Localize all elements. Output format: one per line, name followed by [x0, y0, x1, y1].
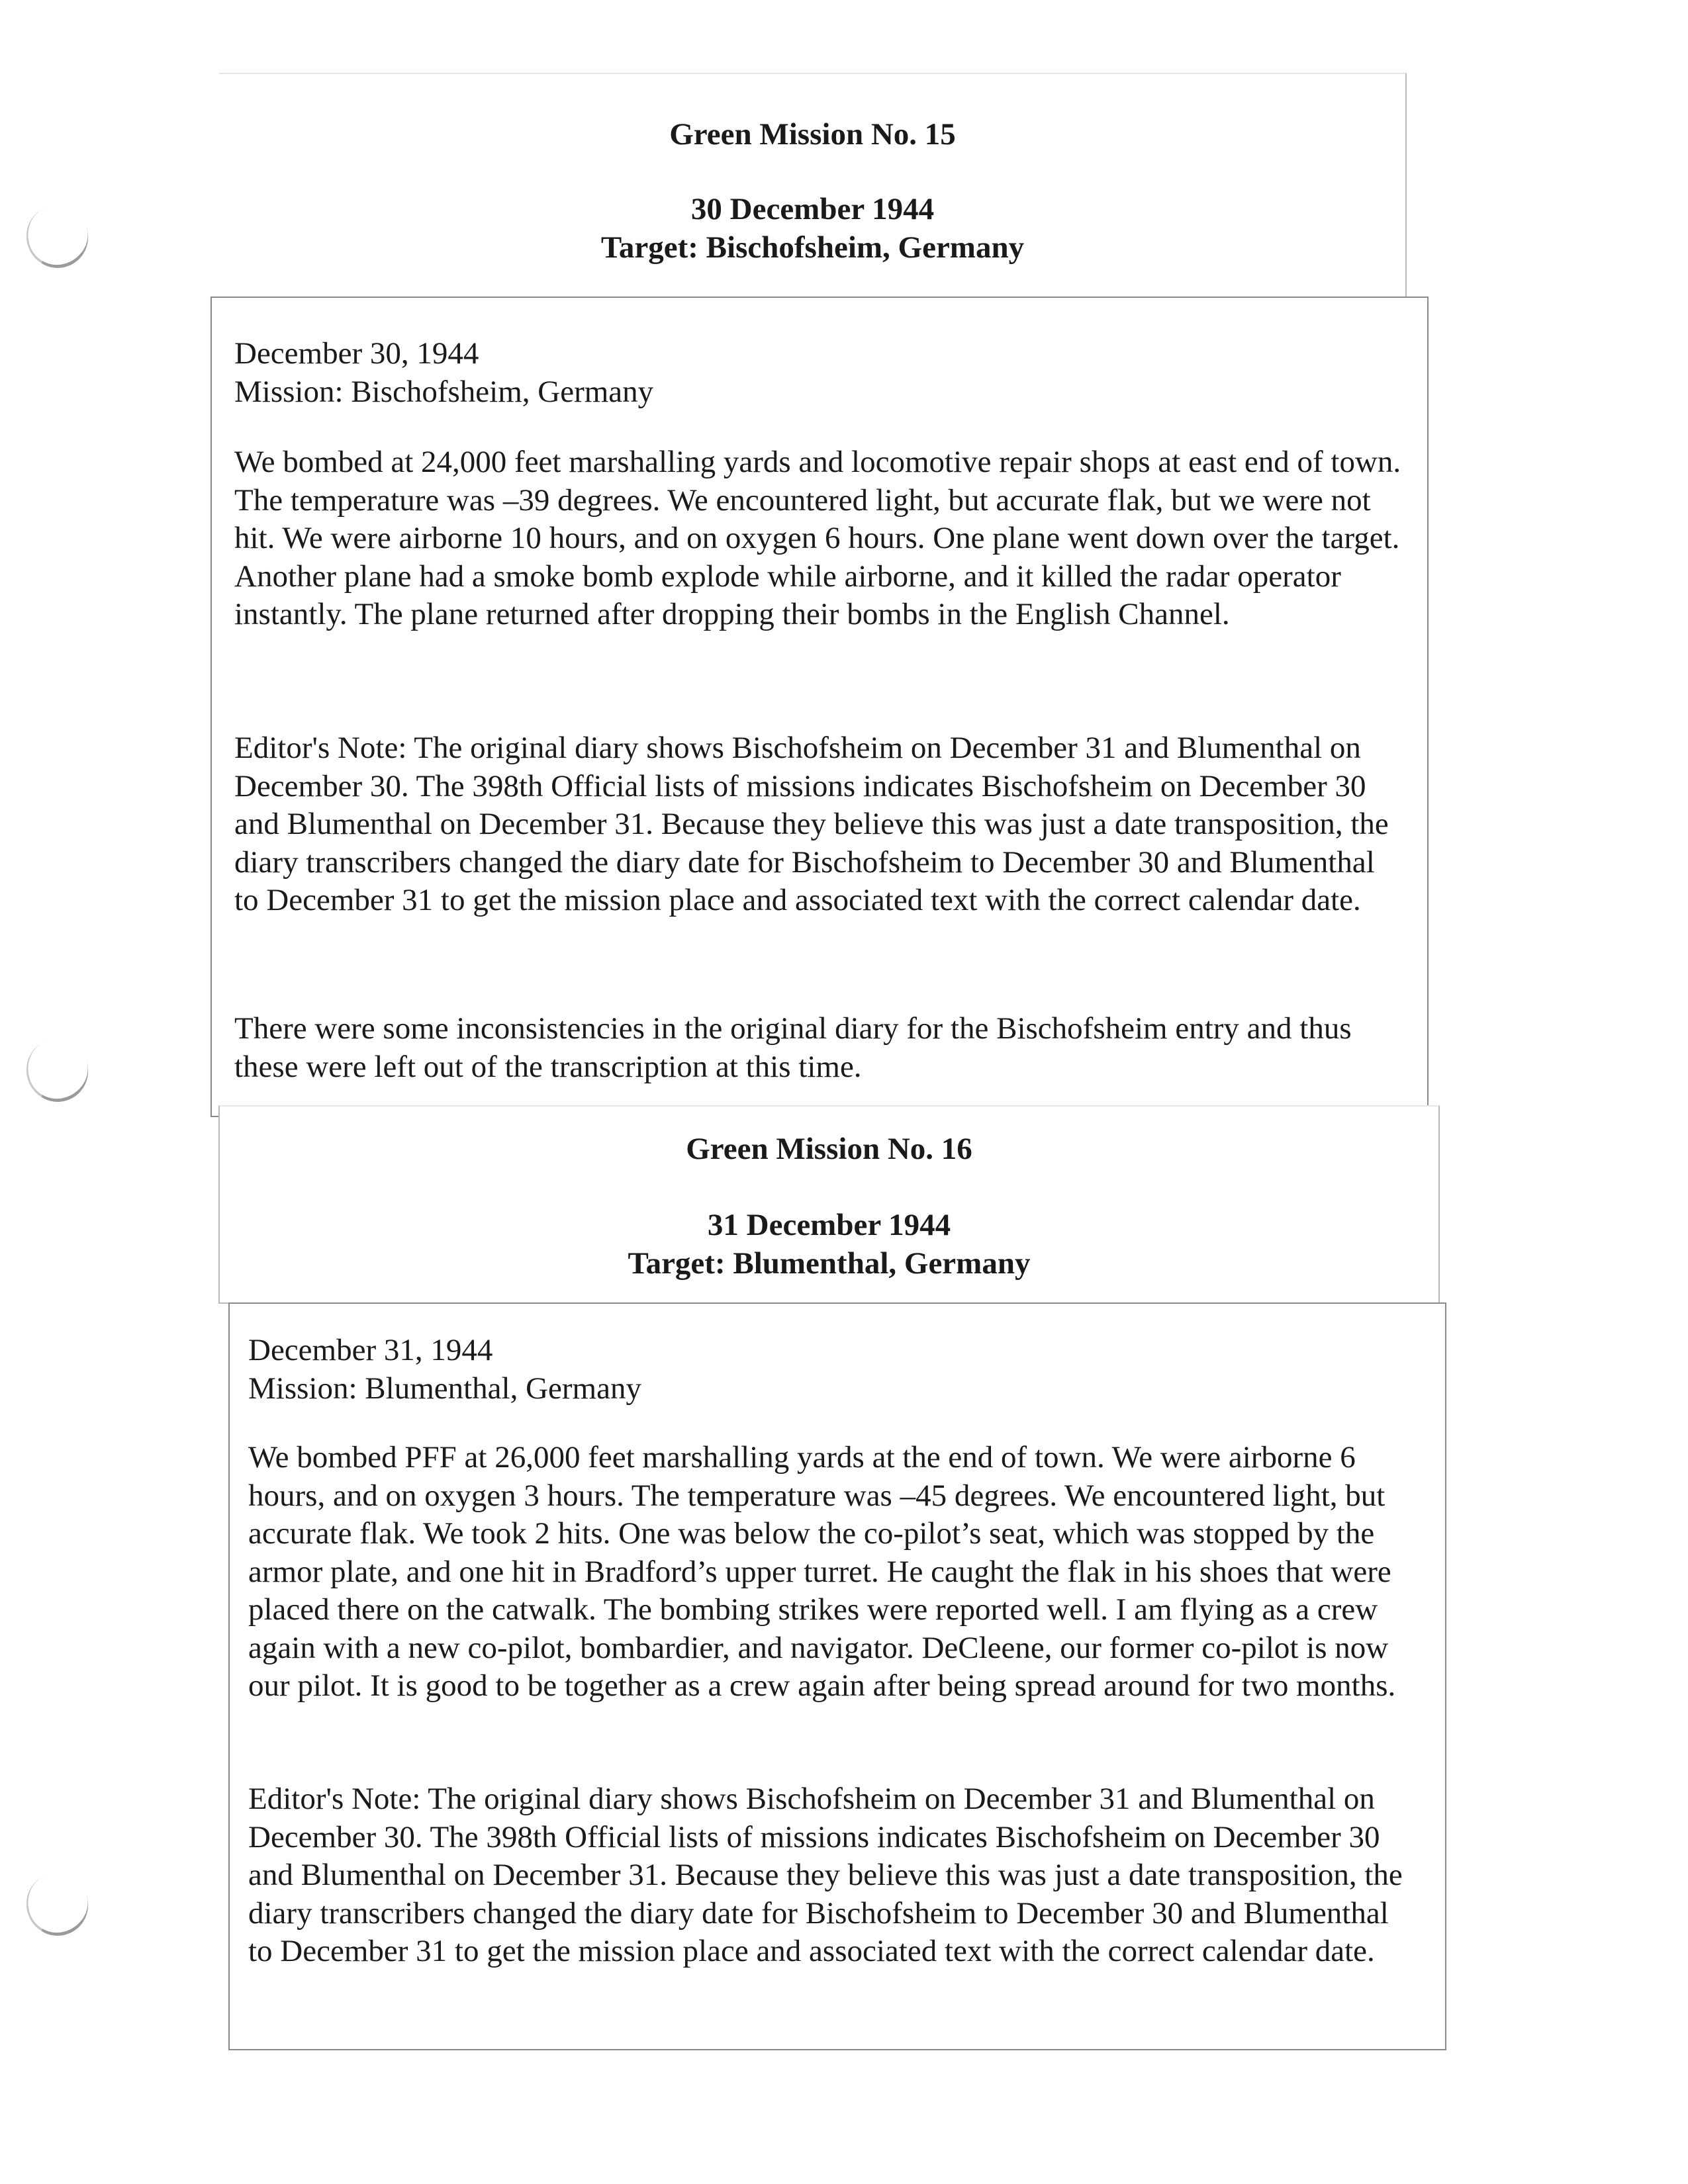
entry-15-inconsistency-note: There were some inconsistencies in the original diary for the Bischofsheim entry and thus these were left out of the transcription at this time.	[234, 1011, 1352, 1084]
binder-hole-bottom	[18, 1864, 97, 1944]
mission-15-date: 30 December 1944	[690, 192, 935, 226]
entry-15-narrative: We bombed at 24,000 feet marshalling yards and locomotive repair shops at east end of town. The temperature was –39 degrees. We encountered light, but accurate flak, but we were not hit. We were airborne 10 hours, and on oxygen 6 hours. One plane went down over the target. Another plane had a smoke bomb explode while airborne, and it killed the radar operator instantly. The plane returned after dropping their bombs in the English Channel.	[234, 445, 1401, 631]
mission-16-header	[218, 1105, 1440, 1304]
entry-16-date: December 31, 1944	[248, 1333, 493, 1367]
mission-15-header	[218, 73, 1407, 298]
mission-15-target: Target: Bischofsheim, Germany	[600, 230, 1025, 265]
entry-15-editors-note: Editor's Note: The original diary shows Bischofsheim on December 31 and Blumenthal on December 30. The 398th Official lists of missions indicates Bischofsheim on December 30 and Blumenthal on December 31. Because they believe this was just a date transposition, the diary transcribers changed the diary date for Bischofsheim to December 30 and Blumenthal to December 31 to get the mission place and associated text with the correct calendar date.	[234, 731, 1389, 917]
binder-hole-top	[18, 197, 97, 277]
mission-16-target: Target: Blumenthal, Germany	[628, 1246, 1031, 1281]
entry-16-mission: Mission: Blumenthal, Germany	[248, 1371, 641, 1406]
diary-entry-15	[211, 296, 1429, 1117]
mission-16-date: 31 December 1944	[707, 1208, 951, 1242]
entry-16-narrative: We bombed PFF at 26,000 feet marshalling yards at the end of town. We were airborne 6 hours, and on oxygen 3 hours. The temperature was –45 degrees. We encountered light, but accurate flak. We took 2 hits. One was below the co-pilot’s seat, which was stopped by the armor plate, and one hit in Bradford’s upper turret. He caught the flak in his shoes that were placed there on the catwalk. The bombing strikes were reported well. I am flying as a crew again with a new co-pilot, bombardier, and navigator. DeCleene, our former co-pilot is now our pilot. It is good to be together as a crew again after being spread around for two months.	[248, 1440, 1396, 1703]
entry-16-editors-note: Editor's Note: The original diary shows Bischofsheim on December 31 and Blumenthal on December 30. The 398th Official lists of missions indicates Bischofsheim on December 30 and Blumenthal on December 31. Because they believe this was just a date transposition, the diary transcribers changed the diary date for Bischofsheim to December 30 and Blumenthal to December 31 to get the mission place and associated text with the correct calendar date.	[248, 1782, 1403, 1968]
entry-15-date: December 30, 1944	[234, 336, 479, 371]
binder-hole-middle	[18, 1030, 97, 1111]
mission-16-title: Green Mission No. 16	[686, 1132, 972, 1166]
entry-15-mission: Mission: Bischofsheim, Germany	[234, 374, 654, 409]
mission-15-title: Green Mission No. 15	[669, 117, 956, 152]
diary-entry-16	[228, 1302, 1446, 2050]
